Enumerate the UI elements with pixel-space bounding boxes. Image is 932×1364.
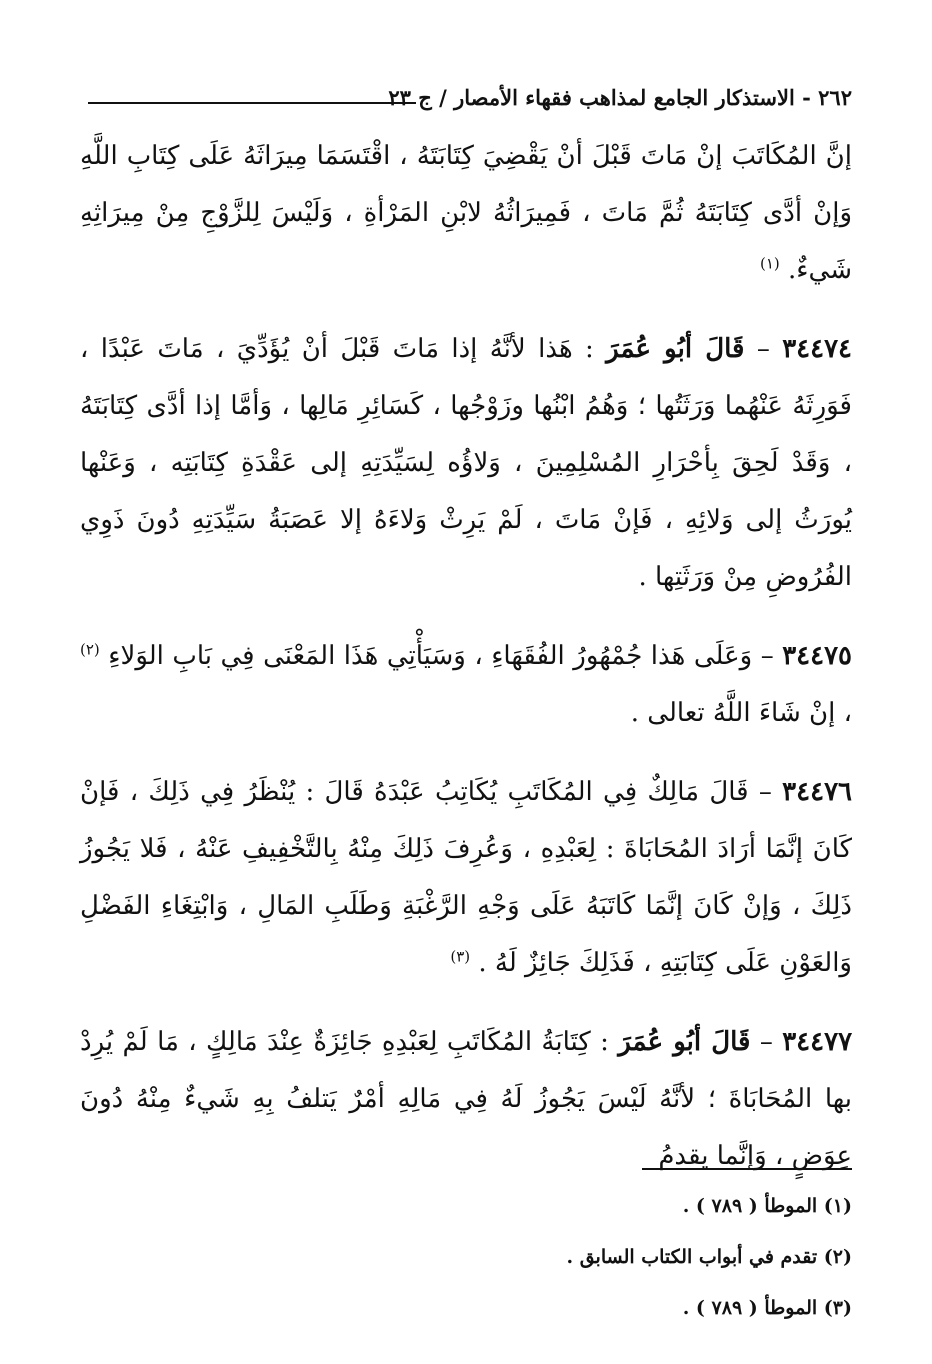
paragraph-number: ٣٤٤٧٤ — [782, 334, 853, 364]
speaker-name: قَالَ أبُو عُمَرَ — [606, 334, 745, 364]
paragraph-continuation — [80, 128, 852, 299]
footnote-1: (١) الموطأ ( ٧٨٩ ) . — [682, 1195, 852, 1217]
paragraph-text: : كِتَابَةُ المُكَاتَبِ لِعَبْدِهِ جَائِزَةٌ عِنْدَ مَالِكٍ ، مَا لَمْ يُرِدْ بها المُحَابَاةَ ؛ لأنَّهُ لَيْسَ يَجُوزُ لَهُ فِي مَالِهِ أمْرٌ يَتلفُ بِهِ شَيءٌ مِنْهُ دُونَ عِوَضٍ ، وَإنَّما يقدمُ — [80, 1027, 852, 1171]
footnote-2: (٢) تقدم في أبواب الكتاب السابق . — [566, 1246, 852, 1268]
paragraph-number: ٣٤٤٧٥ — [782, 641, 853, 671]
speaker-name: قَالَ أبُو عُمَرَ — [618, 1027, 751, 1057]
paragraph-text: إنَّ المُكَاتَبَ إنْ مَاتَ قَبْلَ أنْ يَقْضِيَ كِتَابَتَهُ ، اقْتَسَمَا مِيرَاثَهُ عَلَى كِتَابِ اللَّهِ وَإنْ أدَّى كِتَابَتَهُ ثُمَّ مَاتَ ، فَمِيرَاثُهُ لابْنِ المَرْأةِ ، وَلَيْسَ لِلزَّوْجِ مِنْ مِيرَاثِهِ شَيءٌ. — [80, 141, 852, 285]
paragraph-text-after: ، إنْ شَاءَ اللَّهُ تعالى . — [630, 698, 852, 728]
main-text — [80, 128, 852, 1207]
header-rule — [88, 102, 416, 104]
running-title: ٢٦٢ - الاستذكار الجامع لمذاهب فقهاء الأمصار / ج ٢٣ — [388, 85, 852, 110]
paragraph-number: ٣٤٤٧٦ — [782, 777, 852, 807]
paragraph-number: ٣٤٤٧٧ — [782, 1027, 853, 1057]
footnote-ref-3: (٣) — [450, 947, 471, 966]
footnotes — [80, 1194, 852, 1347]
paragraph-text: : هَذا لأنَّهُ إذا مَاتَ قَبْلَ أنْ يُؤَدِّيَ ، مَاتَ عَبْدًا ، فَوَرِثَهُ عَنْهُما وَرَثَتُها ؛ وَهُمُ ابْنُها وزَوْجُها ، كَسَائِرِ مَالِها ، وَأمَّا إذا أدَّى كِتَابَتَهُ ، وَقَدْ لَحِقَ بِأحْرَارِ المُسْلِمِينَ ، وَلاؤُه لِسَيِّدَتِهِ إلى عَقْدَةِ كِتَابَتِه ، وَعَنْها يُورَثُ إلى وَلائِهِ ، فَإنْ مَاتَ ، لَمْ يَرِثْ وَلاءَهُ إلا عَصَبَةُ سَيِّدَتِهِ دُونَ ذَوِي الفُرُوضِ مِنْ وَرَثَتِها . — [80, 334, 852, 592]
paragraph-34474: ٣٤٤٧٤ – قَالَ أبُو عُمَرَ : هَذا لأنَّهُ إذا مَاتَ قَبْلَ أنْ يُؤَدِّيَ ، مَاتَ عَبْدًا ، فَوَرِثَهُ عَنْهُما وَرَثَتُها ؛ وَهُمُ ابْنُها وزَوْجُها ، كَسَائِرِ مَالِها ، وَأمَّا إذا أدَّى كِتَابَتَهُ ، وَقَدْ لَحِقَ بِأحْرَارِ المُسْلِمِينَ ، وَلاؤُه لِسَيِّدَتِهِ إلى عَقْدَةِ كِتَابَتِه ، وَعَنْها يُورَثُ إلى وَلائِهِ ، فَإنْ مَاتَ ، لَمْ يَرِثْ وَلاءَهُ إلا عَصَبَةُ سَيِّدَتِهِ دُونَ ذَوِي الفُرُوضِ مِنْ وَرَثَتِها . — [80, 334, 853, 592]
paragraph-34476: ٣٤٤٧٦ – قَالَ مَالِكٌ فِي المُكَاتَبِ يُكَاتِبُ عَبْدَهُ قَالَ : يُنْظَرُ فِي ذَلِكَ ، فَإنْ كَانَ إنَّمَا أرَادَ المُحَابَاةَ : لِعَبْدِهِ ، وَعُرِفَ ذَلِكَ مِنْهُ بِالتَّخْفِيفِ عَنْهُ ، فَلا يَجُوزُ ذَلِكَ ، وَإنْ كَانَ إنَّمَا كَاتَبَهُ عَلَى وَجْهِ الرَّغْبَةِ وَطَلَبِ المَالِ ، وَابْتِغَاءِ الفَضْلِ وَالعَوْنِ عَلَى كِتَابَتِهِ ، فَذَلِكَ جَائِزٌ لَهُ . $^{(٣)}$ — [80, 777, 852, 978]
paragraph-34475: ٣٤٤٧٥ – وَعَلَى هَذا جُمْهُورُ الفُقَهَاءِ ، وَسَيَأْتِي هَذَا المَعْنَى فِي بَابِ الوَلاءِ $^{(٢)}$ ، إنْ شَاءَ اللَّهُ تعالى . — [80, 640, 853, 728]
paragraph-text: قَالَ مَالِكٌ فِي المُكَاتَبِ يُكَاتِبُ عَبْدَهُ قَالَ : يُنْظَرُ فِي ذَلِكَ ، فَإنْ كَانَ إنَّمَا أرَادَ المُحَابَاةَ : لِعَبْدِهِ ، وَعُرِفَ ذَلِكَ مِنْهُ بِالتَّخْفِيفِ عَنْهُ ، فَلا يَجُوزُ ذَلِكَ ، وَإنْ كَانَ إنَّمَا كَاتَبَهُ عَلَى وَجْهِ الرَّغْبَةِ وَطَلَبِ المَالِ ، وَابْتِغَاءِ الفَضْلِ وَالعَوْنِ عَلَى كِتَابَتِهِ ، فَذَلِكَ جَائِزٌ لَهُ . — [80, 777, 852, 978]
paragraph-text: وَعَلَى هَذا جُمْهُورُ الفُقَهَاءِ ، وَسَيَأْتِي هَذَا المَعْنَى فِي بَابِ الوَلاءِ — [108, 641, 753, 671]
footnote-rule — [642, 1168, 852, 1170]
footnote-ref-1: (١) — [760, 254, 780, 273]
page-header — [80, 78, 852, 118]
footnote-3: (٣) الموطأ ( ٧٨٩ ) . — [682, 1297, 852, 1319]
paragraph-34477: ٣٤٤٧٧ – قَالَ أبُو عُمَرَ : كِتَابَةُ المُكَاتَبِ لِعَبْدِهِ جَائِزَةٌ عِنْدَ مَالِكٍ ، مَا لَمْ يُرِدْ بها المُحَابَاةَ ؛ لأنَّهُ لَيْسَ يَجُوزُ لَهُ فِي مَالِهِ أمْرٌ يَتلفُ بِهِ شَيءٌ مِنْهُ دُونَ عِوَضٍ ، وَإنَّما يقدمُ — [80, 1027, 853, 1171]
footnote-ref-2: (٢) — [80, 640, 100, 659]
